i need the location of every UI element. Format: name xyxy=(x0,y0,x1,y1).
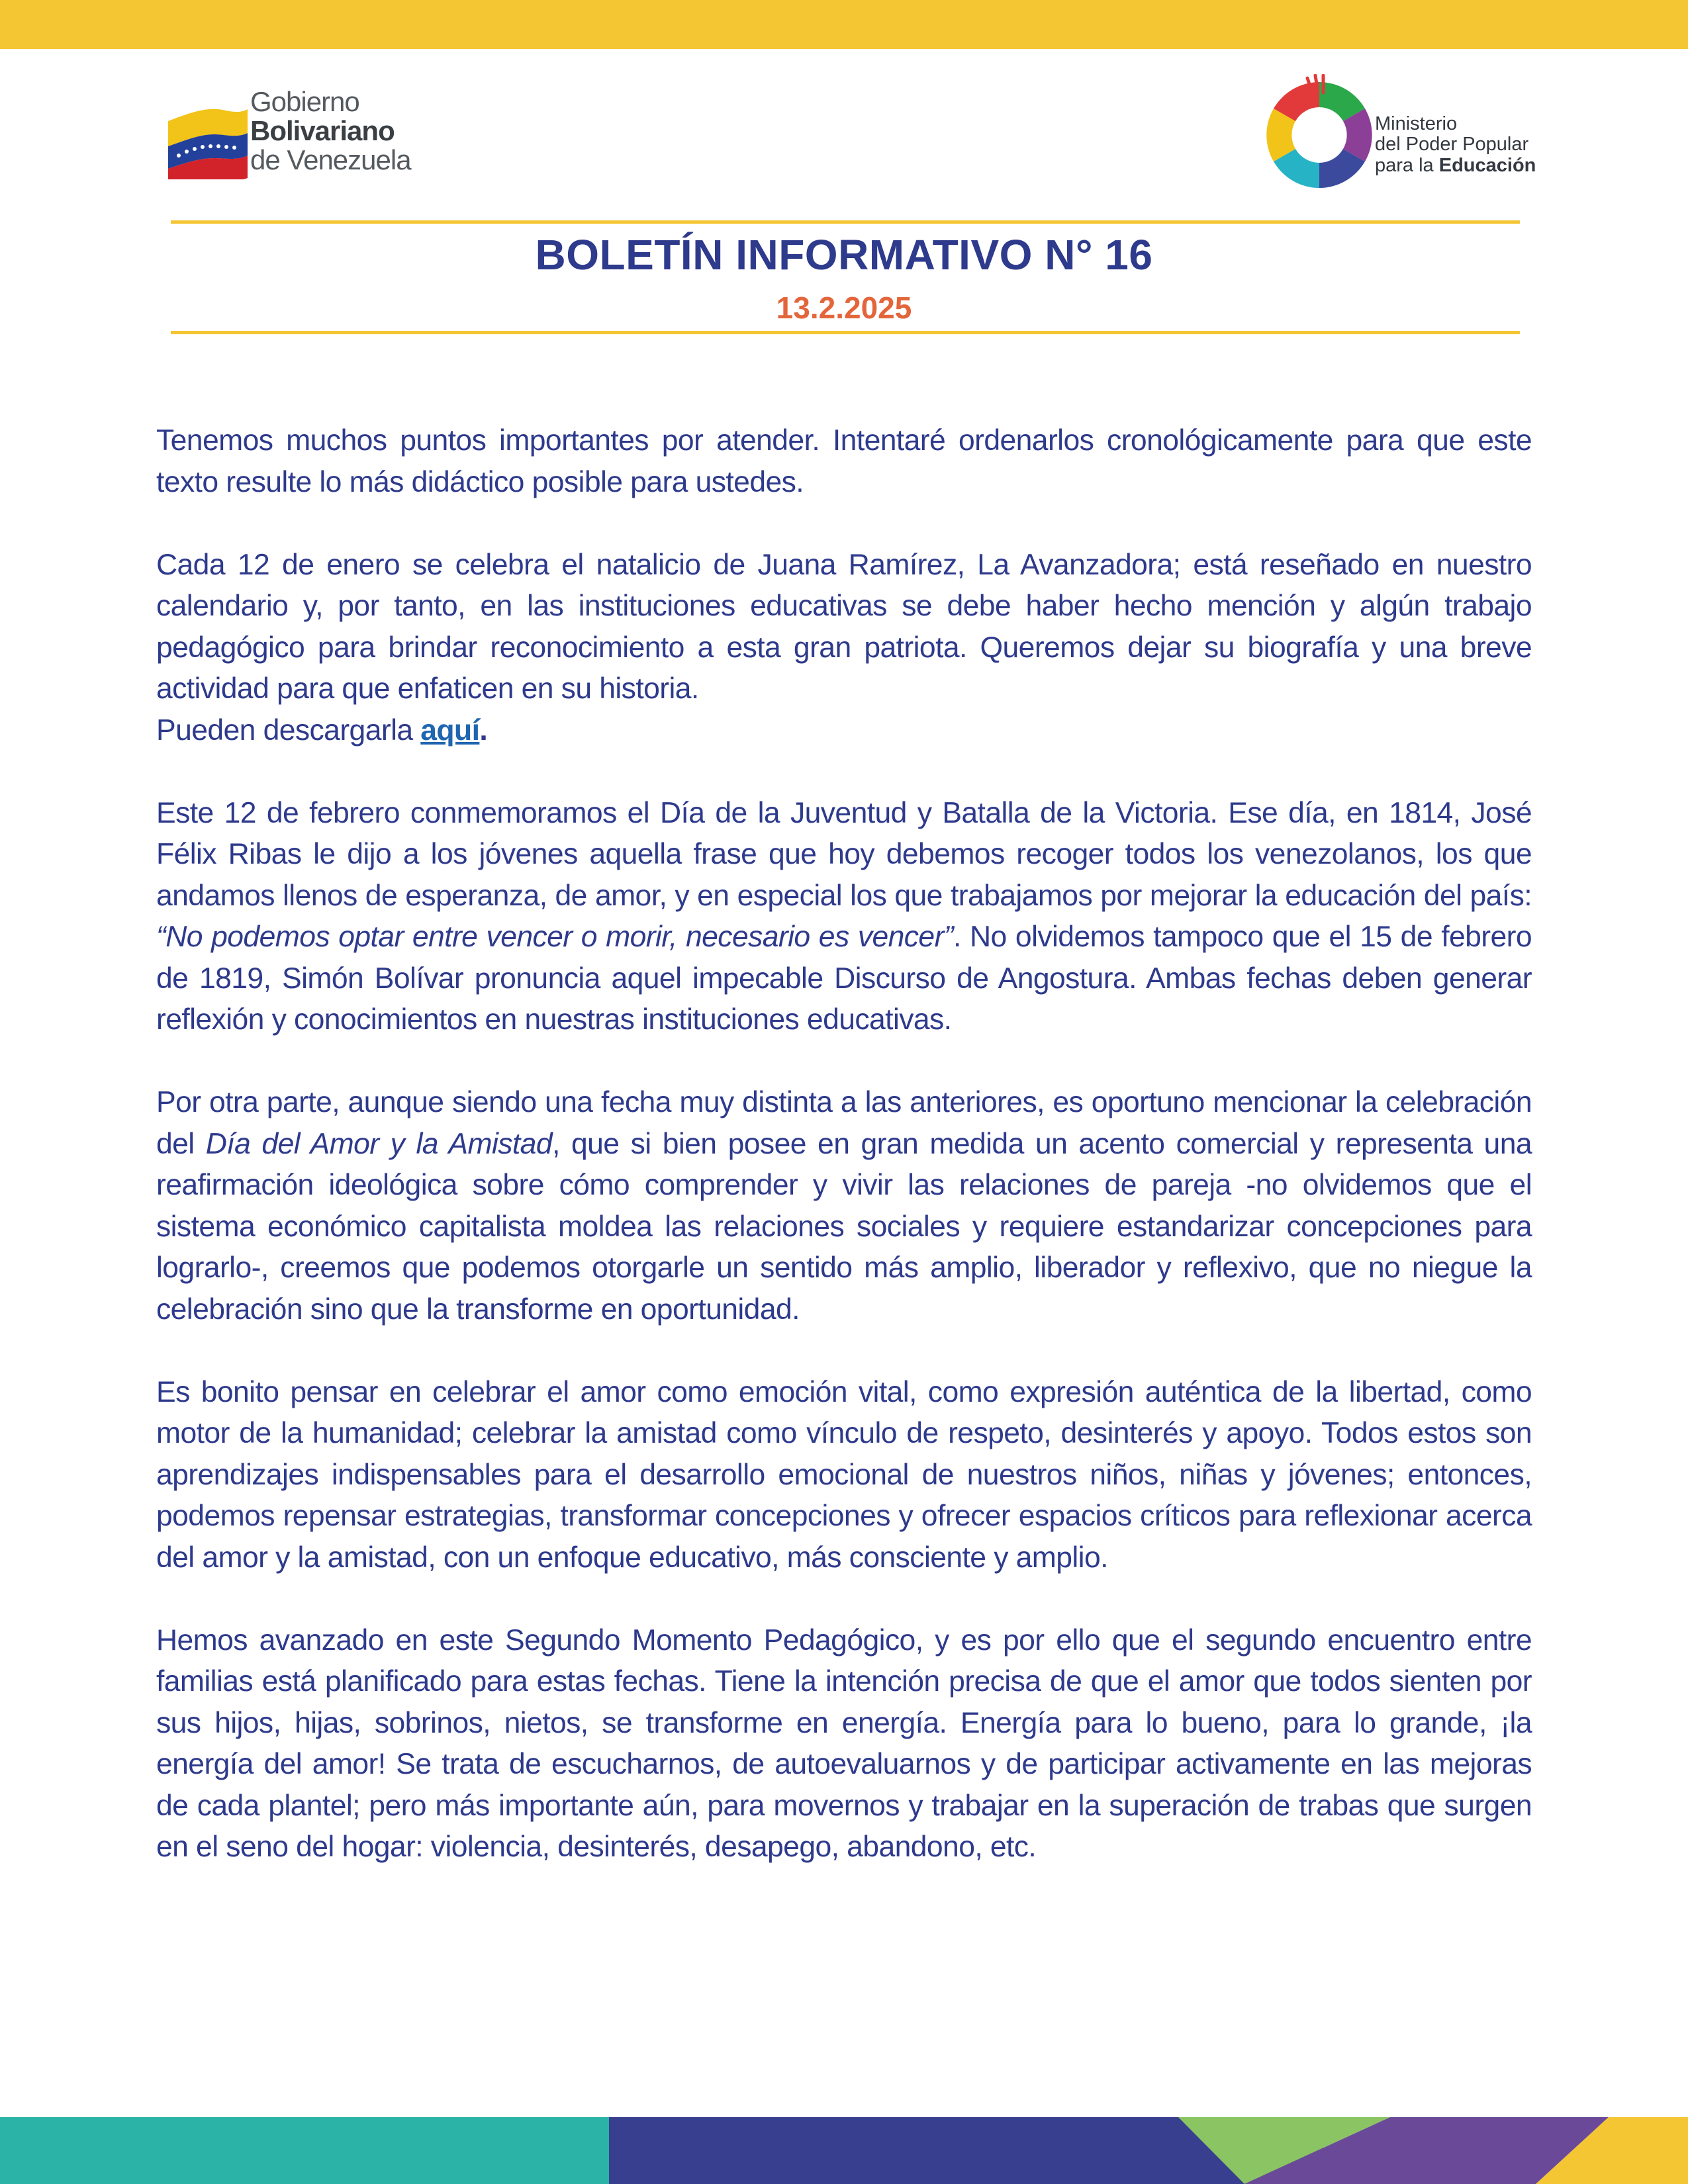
paragraph-celebrar-amor: Es bonito pensar en celebrar el amor como emoción vital, como expresión auténtica de la libertad, como motor de la humanidad; celebrar la amistad como vínculo de respeto, desinterés y apoyo. Todos estos son aprendizajes indispensables para el desarrollo emocional de nuestros niños, niñas y jóvenes; entonces, podemos repensar estrategias, transformar concepciones y ofrecer espacios críticos para reflexionar acerca del amor y la amistad, con un enfoque educativo, más consciente y amplio. xyxy=(156,1375,1532,1574)
download-link[interactable]: aquí xyxy=(420,713,480,747)
gov-logo-line2: Bolivariano xyxy=(250,115,395,146)
ministry-logo-line3-prefix: para la xyxy=(1375,154,1439,176)
ministry-logo-line1: Ministerio xyxy=(1375,113,1458,134)
download-prefix: Pueden descargarla xyxy=(156,713,421,747)
juventud-text-b: . No olvidemos tampoco que el 15 de febrero de 1819, Simón Bolívar pronuncia aquel impecable Discurso de Angostura. Ambas fechas deben generar reflexión y conocimientos en nuestras instituciones educativas. xyxy=(156,921,1532,1036)
top-color-band xyxy=(0,0,1688,49)
ministry-ring-icon xyxy=(1261,74,1377,190)
band-teal xyxy=(0,2117,609,2184)
paragraph-download xyxy=(156,710,1532,752)
title-rule-bottom xyxy=(171,331,1520,334)
amor-text-a: Por otra parte, aunque siendo una fecha muy distinta a las anteriores, es oportuno mencionar la celebración del xyxy=(156,1086,1532,1160)
ribas-quote: “No podemos optar entre vencer o morir, necesario es vencer” xyxy=(156,921,954,953)
gobierno-bolivariano-logo xyxy=(165,83,417,189)
bulletin-body xyxy=(156,420,1532,1909)
gov-logo-text xyxy=(250,88,411,174)
venezuela-flag-icon xyxy=(165,95,250,179)
ministry-logo-line3 xyxy=(1375,156,1536,176)
ministry-logo-line3-bold: Educación xyxy=(1438,154,1536,176)
ministerio-educacion-logo xyxy=(1261,74,1539,193)
amor-text-b: , que si bien posee en gran medida un acento comercial y representa una reafirmación ideológica sobre cómo comprender y vivir las relaciones de pareja -no olvidemos que el sistema económico capitalista moldea las relaciones sociales y requiere estandarizar concepciones para lograrlo-, creemos que podemos otorgarle un sentido más amplio, liberador y reflexivo, que no niegue la celebración sino que la transforme en oportunidad. xyxy=(156,1127,1532,1326)
amor-amistad-italic: Día del Amor y la Amistad xyxy=(205,1127,552,1160)
bulletin-title: BOLETÍN INFORMATIVO N° 16 xyxy=(535,231,1153,279)
gov-logo-line1: Gobierno xyxy=(250,86,359,117)
gov-logo-line3: de Venezuela xyxy=(250,144,411,175)
paragraph-intro: Tenemos muchos puntos importantes por atender. Intentaré ordenarlos cronológicamente para que este texto resulte lo más didáctico posible para ustedes. xyxy=(156,424,1532,498)
paragraph-dia-juventud xyxy=(156,793,1532,1041)
bottom-color-band xyxy=(0,2117,1688,2184)
paragraph-juana-ramirez: Cada 12 de enero se celebra el natalicio de Juana Ramírez, La Avanzadora; está reseñado en nuestro calendario y, por tanto, en las instituciones educativas se debe haber hecho mención y algún trabajo pedagógico para brindar reconocimiento a esta gran patriota. Queremos dejar su biografía y una breve actividad para que enfaticen en su historia. xyxy=(156,548,1532,705)
download-suffix: . xyxy=(479,713,488,747)
title-rule-top xyxy=(171,220,1520,224)
paragraph-momento-pedagogico: Hemos avanzado en este Segundo Momento Pedagógico, y es por ello que el segundo encuentro entre familias está planificado para estas fechas. Tiene la intención precisa de que el amor que todos sienten por sus hijos, hijas, sobrinos, nietos, se transforme en energía. Energía para lo bueno, para lo grande, ¡la energía del amor! Se trata de escucharnos, de autoevaluarnos y de participar activamente en las mejoras de cada plantel; pero más importante aún, para movernos y trabajar en la superación de trabas que surgen en el seno del hogar: violencia, desinterés, desapego, abandono, etc. xyxy=(156,1623,1532,1863)
bulletin-date: 13.2.2025 xyxy=(776,291,912,325)
juventud-text-a: Este 12 de febrero conmemoramos el Día de la Juventud y Batalla de la Victoria. Ese día, en 1814, José Félix Ribas le dijo a los jóvenes aquella frase que hoy debemos recoger todos los venezolanos, los que andamos llenos de esperanza, de amor, y en especial los que trabajamos por mejorar la educación del país: xyxy=(156,796,1532,912)
ministry-logo-text xyxy=(1375,114,1536,176)
paragraph-amor-amistad xyxy=(156,1082,1532,1330)
ministry-logo-line2: del Poder Popular xyxy=(1375,134,1529,156)
